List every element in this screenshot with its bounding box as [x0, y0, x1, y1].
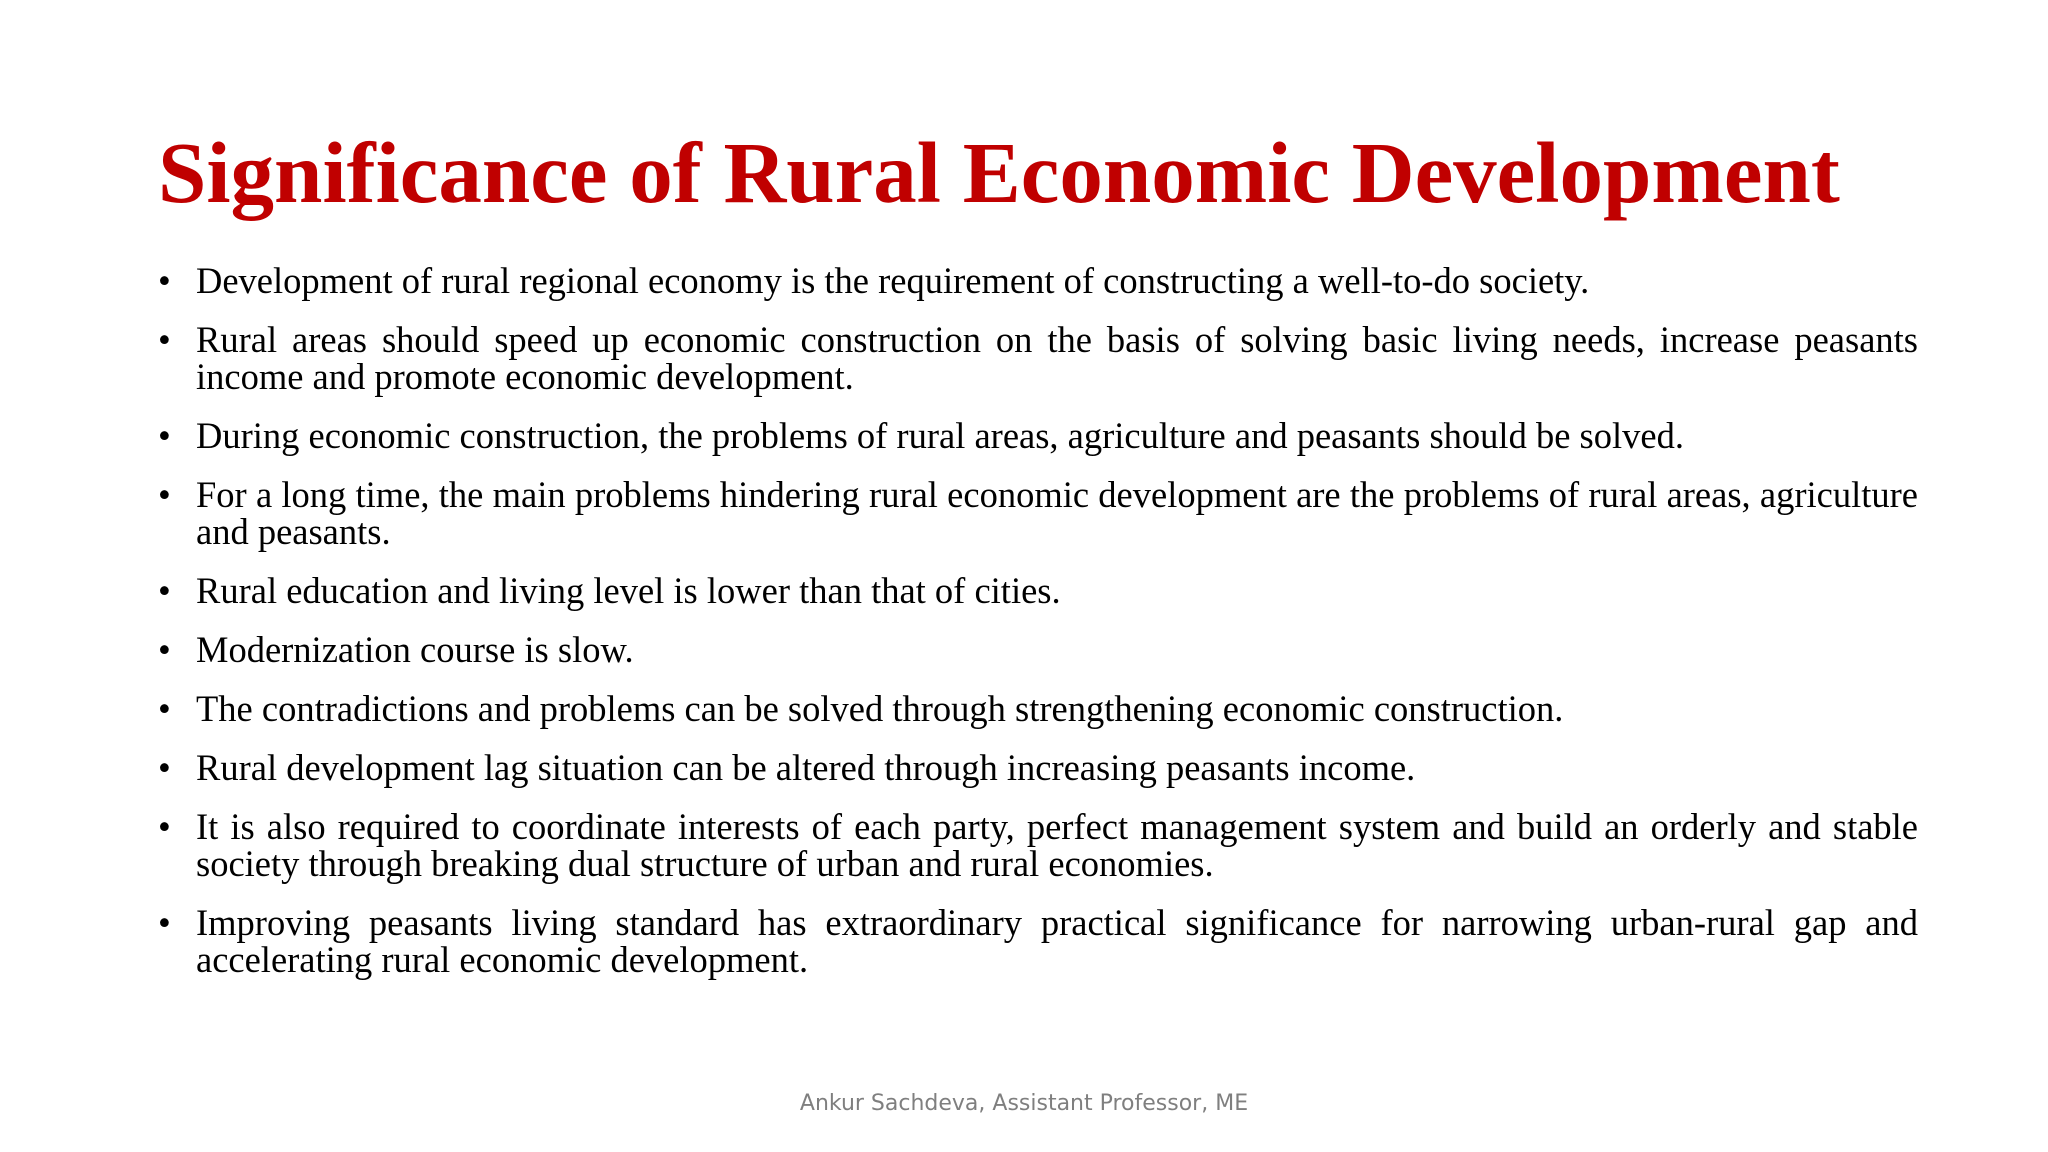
bullet-text: Modernization course is slow. — [196, 629, 634, 670]
bullet-text: Rural education and living level is lower than that of cities. — [196, 570, 1061, 611]
list-item — [158, 631, 1918, 668]
bullet-marker: • — [158, 902, 171, 943]
slide-title: Significance of Rural Economic Development — [158, 124, 1840, 221]
list-item — [158, 321, 1918, 395]
bullet-text: Rural areas should speed up economic construction on the basis of solving basic living needs, increase peasants income and promote economic development. — [196, 319, 1918, 397]
bullet-marker: • — [158, 415, 171, 456]
bullet-marker: • — [158, 260, 171, 301]
bullet-marker: • — [158, 570, 171, 611]
bullet-text: The contradictions and problems can be solved through strengthening economic construction. — [196, 688, 1564, 729]
bullet-marker: • — [158, 474, 171, 515]
bullet-list — [158, 262, 1918, 1000]
bullet-text: For a long time, the main problems hindering rural economic development are the problems of rural areas, agriculture and peasants. — [196, 474, 1918, 552]
list-item — [158, 476, 1918, 550]
bullet-marker: • — [158, 688, 171, 729]
bullet-text: Rural development lag situation can be altered through increasing peasants income. — [196, 747, 1416, 788]
list-item — [158, 572, 1918, 609]
bullet-marker: • — [158, 629, 171, 670]
list-item — [158, 417, 1918, 454]
bullet-text: During economic construction, the problems of rural areas, agriculture and peasants should be solved. — [196, 415, 1684, 456]
bullet-marker: • — [158, 319, 171, 360]
list-item — [158, 262, 1918, 299]
list-item — [158, 749, 1918, 786]
list-item — [158, 904, 1918, 978]
bullet-marker: • — [158, 806, 171, 847]
list-item — [158, 808, 1918, 882]
list-item — [158, 690, 1918, 727]
bullet-marker: • — [158, 747, 171, 788]
bullet-text: It is also required to coordinate interests of each party, perfect management system and build an orderly and stable society through breaking dual structure of urban and rural economies. — [196, 806, 1918, 884]
footer-text: Ankur Sachdeva, Assistant Professor, ME — [799, 1091, 1249, 1116]
bullet-text: Improving peasants living standard has extraordinary practical significance for narrowing urban-rural gap and accelerating rural economic development. — [196, 902, 1918, 980]
bullet-text: Development of rural regional economy is the requirement of constructing a well-to-do society. — [196, 260, 1590, 301]
